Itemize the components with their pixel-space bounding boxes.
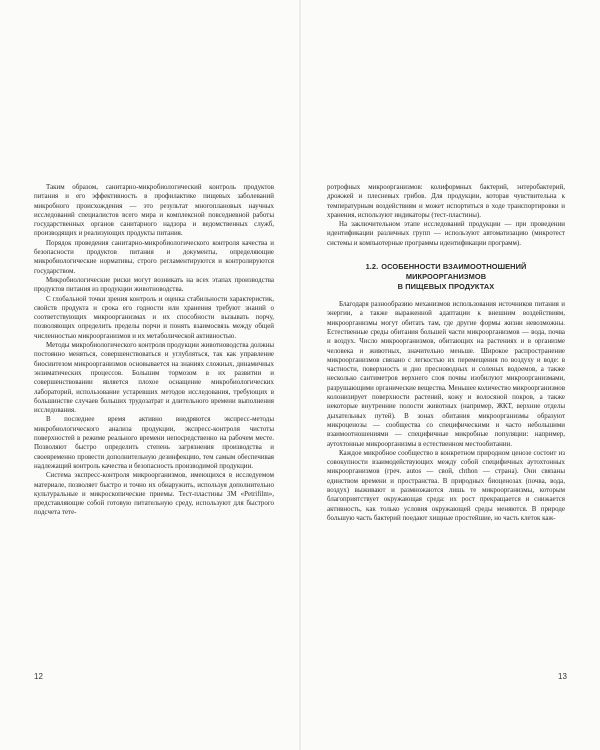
- page-number-right: 13: [558, 672, 567, 681]
- paragraph: Методы микробиологического контроля продукции животноводства должны постоянно меняться, совершенствоваться и углубляться, так как управление биосинтезом микроорганизмов основывается на знаниях сложных, динамичных энзиматических процессов. Большим тормозом в их развитии и совершенствовании является плохое оснащение микробиологических лабораторий, использование устаревших методов исследования, требующих в большинстве случаев больших трудозатрат и длительного времени выполнения исследования.: [34, 341, 274, 415]
- paragraph: Порядок проведения санитарно-микробиологического контроля качества и безопасности продуктов питания и документы, определяющие микробиологические нормативы, строго регламентируются и контролируются государством.: [34, 238, 274, 275]
- paragraph: Благодаря разнообразию механизмов использования источников питания и энергии, а также выраженной адаптации к внешним воздействиям, микроорганизмы могут обитать там, где другие формы жизни невозможны. Естественные среды обитания большей части микроорганизмов — вода, почва и воздух. Число микроорганизмов, обитающих на растениях и в организме человека и животных, значительно меньше. Широкое распространение микроорганизмов связано с легкостью их перемещения по воздуху и воде: в частности, поверхность и дно пресноводных и соленых водоемов, а также несколько сантиметров верхнего слоя почвы изобилуют микроорганизмами, разрушающими органические вещества. Меньшее количество микроорганизмов колонизирует поверхности растений, кожу и волосяной покров, а также некоторые внутренние полости животных (например, ЖКТ, верхние отделы дыхательных путей). В зонах обитания микроорганизмы образуют микроценозы — сообщества со специфическими и часто небольшими взаимоотношениями — специфичные микробные популяции: например, аутохтонные микроорганизмы в естественном местообитании.: [327, 300, 565, 448]
- left-page: [0, 0, 299, 750]
- right-page: [301, 0, 600, 750]
- paragraph: На заключительном этапе исследований продукции — при проведении идентификации различных групп — используют автоматизацию (микротест системы и компьютерные программы идентификации программ).: [327, 220, 565, 247]
- section-number: 1.2.: [365, 262, 379, 272]
- paragraph: Таким образом, санитарно-микробиологический контроль продуктов питания и его эффективность в профилактике пищевых заболеваний микробного происхождения — это результат многоплановых научных исследований специалистов всего мира и комплексной повседневной работы государственных органов санитарного надзора и ведомственных служб, производящих и реализующих продукты питания.: [34, 183, 274, 238]
- paragraph-continuation: ротрофных микроорганизмов: колиформных бактерий, энтеробактерий, дрожжей и плесневых грибов. Для продукции, которая чувствительна к температурным воздействиям и может испортиться в ходе транспортировки и хранения, используют индикаторы (тест-пластины).: [327, 183, 565, 219]
- paragraph: Система экспресс-контроля микроорганизмов, имеющихся в исследуемом материале, позволяет быстро и точно их обнаружить, используя дополнительно культуральные и микроскопические приемы. Тест-пластины 3М «Petrifilm», представляющие собой готовую питательную среду, используют для быстрого подсчета тете-: [34, 471, 274, 517]
- paragraph: С глобальной точки зрения контроль и оценка стабильности характеристик, свойств продукта и срока его годности или хранения требуют знаний о соответствующих микроорганизмах и их способности вызывать порчу, позволяющих определить пределы порчи и понять взаимосвязь между общей численностью микроорганизмов и их метаболической активностью.: [34, 294, 274, 340]
- section-heading: [327, 262, 565, 292]
- paragraph: Микробиологические риски могут возникать на всех этапах производства продуктов питания из продукции животноводства.: [34, 275, 274, 294]
- page-number-left: 12: [34, 672, 43, 681]
- paragraph: Каждое микробное сообщество в конкретном природном ценозе состоит из совокупности взаимодействующих между собой специфичных аутохтонных микроорганизмов (греч. autos — свой, chthon — страна). Они связаны единством времени и пространства. В природных биоценозах (почва, вода, воздух) выживают и размножаются лишь те микроорганизмы, которым благоприятствует окружающая среда: их рост прекращается и снижается активность, как только условия окружающей среды меняются. В природе большую часть бактерий поедают хищные простейшие, но часть клеток каж-: [327, 448, 565, 522]
- left-text-column: [34, 183, 274, 518]
- section-title-line-1: ОСОБЕННОСТИ ВЗАИМООТНОШЕНИЙ МИКРООРГАНИЗМОВ: [381, 262, 527, 282]
- right-text-column: [327, 183, 565, 523]
- paragraph: В последнее время активно внедряются экспресс-методы микробиологического анализа продукции, экспресс-контроля чистоты поверхностей в режиме реального времени непосредственно на рабочем месте. Позволяют быстро определить степень загрязнения производства и своевременно провести дополнительную дезинфекцию, тем самым обеспечивая надлежащий контроль качества и безопасность производимой продукции.: [34, 415, 274, 470]
- section-title-line-2: В ПИЩЕВЫХ ПРОДУКТАХ: [397, 282, 495, 292]
